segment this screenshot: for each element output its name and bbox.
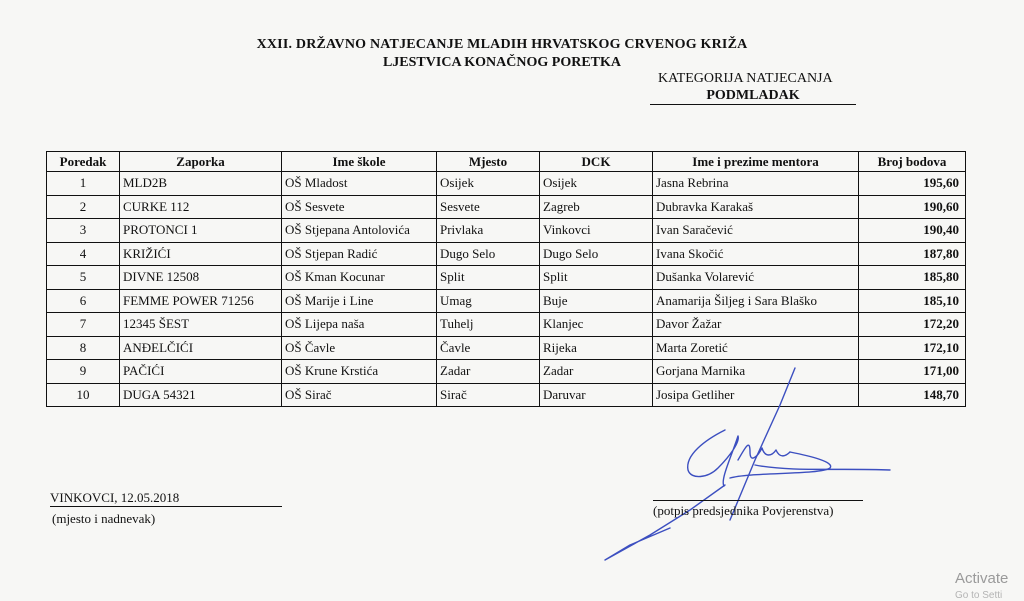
cell-points: 190,60 [859, 195, 966, 219]
cell-mentor: Dubravka Karakaš [653, 195, 859, 219]
cell-position: 4 [47, 242, 120, 266]
cell-points: 172,10 [859, 336, 966, 360]
cell-points: 190,40 [859, 219, 966, 243]
cell-position: 7 [47, 313, 120, 337]
cell-position: 3 [47, 219, 120, 243]
cell-school: OŠ Stjepan Radić [282, 242, 437, 266]
cell-school: OŠ Čavle [282, 336, 437, 360]
cell-code: PAČIĆI [120, 360, 282, 384]
cell-code: DIVNE 12508 [120, 266, 282, 290]
table-row [47, 336, 966, 360]
cell-code: ANĐELČIĆI [120, 336, 282, 360]
cell-city: Split [437, 266, 540, 290]
column-header: Broj bodova [859, 152, 966, 172]
cell-position: 5 [47, 266, 120, 290]
cell-dck: Zagreb [540, 195, 653, 219]
cell-points: 148,70 [859, 383, 966, 407]
cell-code: MLD2B [120, 172, 282, 196]
cell-code: KRIŽIĆI [120, 242, 282, 266]
cell-code: 12345 ŠEST [120, 313, 282, 337]
cell-dck: Buje [540, 289, 653, 313]
cell-position: 1 [47, 172, 120, 196]
cell-points: 187,80 [859, 242, 966, 266]
column-header: Poredak [47, 152, 120, 172]
cell-city: Sesvete [437, 195, 540, 219]
column-header: DCK [540, 152, 653, 172]
cell-city: Čavle [437, 336, 540, 360]
cell-code: PROTONCI 1 [120, 219, 282, 243]
cell-dck: Klanjec [540, 313, 653, 337]
cell-mentor: Josipa Getliher [653, 383, 859, 407]
cell-dck: Dugo Selo [540, 242, 653, 266]
cell-points: 172,20 [859, 313, 966, 337]
table-row [47, 242, 966, 266]
cell-mentor: Dušanka Volarević [653, 266, 859, 290]
cell-dck: Daruvar [540, 383, 653, 407]
cell-position: 2 [47, 195, 120, 219]
table-row [47, 219, 966, 243]
cell-mentor: Jasna Rebrina [653, 172, 859, 196]
cell-position: 10 [47, 383, 120, 407]
cell-school: OŠ Sirač [282, 383, 437, 407]
place-and-date: VINKOVCI, 12.05.2018 [50, 490, 282, 507]
cell-school: OŠ Marije i Line [282, 289, 437, 313]
cell-points: 185,10 [859, 289, 966, 313]
activation-watermark: Activate [955, 570, 1009, 587]
table-row [47, 289, 966, 313]
column-header: Mjesto [437, 152, 540, 172]
cell-position: 9 [47, 360, 120, 384]
cell-mentor: Anamarija Šiljeg i Sara Blaško [653, 289, 859, 313]
cell-school: OŠ Kman Kocunar [282, 266, 437, 290]
activation-watermark-sub: Go to Setti [955, 590, 1003, 601]
cell-school: OŠ Mladost [282, 172, 437, 196]
cell-city: Tuhelj [437, 313, 540, 337]
cell-school: OŠ Krune Krstića [282, 360, 437, 384]
cell-dck: Vinkovci [540, 219, 653, 243]
table-row [47, 172, 966, 196]
category-value: PODMLADAK [650, 88, 856, 105]
cell-mentor: Gorjana Marnika [653, 360, 859, 384]
column-header: Ime i prezime mentora [653, 152, 859, 172]
cell-mentor: Davor Žažar [653, 313, 859, 337]
cell-city: Sirač [437, 383, 540, 407]
cell-school: OŠ Lijepa naša [282, 313, 437, 337]
column-header: Ime škole [282, 152, 437, 172]
cell-school: OŠ Sesvete [282, 195, 437, 219]
signature-caption: (potpis predsjednika Povjerenstva) [653, 500, 863, 519]
cell-mentor: Ivan Saračević [653, 219, 859, 243]
document-subtitle: LJESTVICA KONAČNOG PORETKA [382, 55, 622, 70]
cell-mentor: Marta Zoretić [653, 336, 859, 360]
cell-mentor: Ivana Skočić [653, 242, 859, 266]
cell-points: 195,60 [859, 172, 966, 196]
table-row [47, 266, 966, 290]
cell-code: CURKE 112 [120, 195, 282, 219]
cell-points: 185,80 [859, 266, 966, 290]
cell-dck: Zadar [540, 360, 653, 384]
cell-dck: Osijek [540, 172, 653, 196]
cell-school: OŠ Stjepana Antolovića [282, 219, 437, 243]
cell-position: 8 [47, 336, 120, 360]
cell-position: 6 [47, 289, 120, 313]
cell-city: Osijek [437, 172, 540, 196]
cell-dck: Rijeka [540, 336, 653, 360]
column-header: Zaporka [120, 152, 282, 172]
cell-points: 171,00 [859, 360, 966, 384]
table-row [47, 313, 966, 337]
document-title: XXII. DRŽAVNO NATJECANJE MLADIH HRVATSKOG CRVENOG KRIŽA [256, 37, 748, 52]
cell-city: Zadar [437, 360, 540, 384]
table-header-row [47, 152, 966, 172]
cell-code: FEMME POWER 71256 [120, 289, 282, 313]
cell-city: Umag [437, 289, 540, 313]
cell-code: DUGA 54321 [120, 383, 282, 407]
category-label: KATEGORIJA NATJECANJA [658, 71, 833, 86]
table-row [47, 195, 966, 219]
place-date-caption: (mjesto i nadnevak) [52, 511, 156, 526]
signature [590, 360, 910, 580]
cell-city: Dugo Selo [437, 242, 540, 266]
cell-city: Privlaka [437, 219, 540, 243]
cell-dck: Split [540, 266, 653, 290]
